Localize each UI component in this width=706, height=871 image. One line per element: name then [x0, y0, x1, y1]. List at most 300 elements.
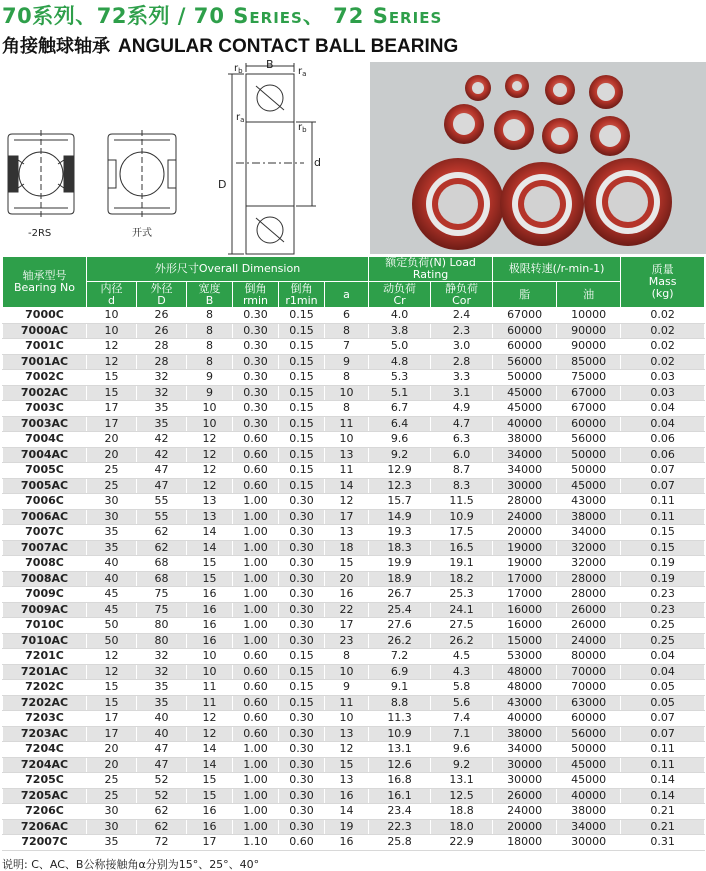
cell-speed-grease: 40000 [493, 416, 557, 432]
cell-width: 12 [187, 726, 233, 742]
cell-mass: 0.07 [621, 463, 705, 479]
cell-outer-diameter: 72 [137, 835, 187, 851]
cell-dynamic-load: 5.3 [369, 370, 431, 386]
cell-a: 6 [325, 308, 369, 324]
cell-chamfer-r1: 0.30 [279, 587, 325, 603]
cell-mass: 0.19 [621, 556, 705, 572]
cell-a: 20 [325, 571, 369, 587]
cell-speed-oil: 75000 [557, 370, 621, 386]
cell-width: 15 [187, 773, 233, 789]
cell-chamfer-r: 0.30 [233, 401, 279, 417]
cell-mass: 0.03 [621, 370, 705, 386]
table-header-row-1 [3, 257, 705, 282]
cell-width: 10 [187, 649, 233, 665]
cell-chamfer-r1: 0.30 [279, 788, 325, 804]
cell-static-load: 2.8 [431, 354, 493, 370]
cell-dynamic-load: 7.2 [369, 649, 431, 665]
cell-bore: 20 [87, 757, 137, 773]
cell-a: 13 [325, 726, 369, 742]
header-chamfer-r1: 倒角 r1min [279, 282, 325, 308]
cell-bore: 15 [87, 680, 137, 696]
table-row [3, 339, 705, 355]
dimension-drawing [228, 63, 316, 254]
cell-model: 7206C [3, 804, 87, 820]
cell-model: 7202C [3, 680, 87, 696]
cell-mass: 0.11 [621, 509, 705, 525]
cell-chamfer-r: 1.00 [233, 587, 279, 603]
cell-outer-diameter: 75 [137, 602, 187, 618]
cell-chamfer-r: 0.30 [233, 385, 279, 401]
cell-outer-diameter: 62 [137, 540, 187, 556]
rb-top-label: $r_b$ [234, 63, 243, 75]
cell-speed-oil: 45000 [557, 757, 621, 773]
cell-chamfer-r1: 0.30 [279, 556, 325, 572]
cell-chamfer-r: 1.00 [233, 540, 279, 556]
cell-mass: 0.25 [621, 633, 705, 649]
cell-speed-grease: 24000 [493, 804, 557, 820]
cell-speed-grease: 40000 [493, 711, 557, 727]
cell-a: 18 [325, 540, 369, 556]
cell-mass: 0.23 [621, 602, 705, 618]
open-section-drawing [108, 130, 176, 218]
cell-bore: 30 [87, 509, 137, 525]
cell-static-load: 22.9 [431, 835, 493, 851]
cell-bore: 40 [87, 556, 137, 572]
cell-chamfer-r: 0.30 [233, 339, 279, 355]
cell-mass: 0.02 [621, 339, 705, 355]
cell-width: 13 [187, 509, 233, 525]
cell-a: 10 [325, 432, 369, 448]
cell-speed-oil: 28000 [557, 587, 621, 603]
cell-speed-grease: 38000 [493, 726, 557, 742]
cell-bore: 40 [87, 571, 137, 587]
cell-mass: 0.02 [621, 323, 705, 339]
cell-mass: 0.04 [621, 416, 705, 432]
cell-chamfer-r1: 0.30 [279, 618, 325, 634]
cell-width: 14 [187, 525, 233, 541]
cell-chamfer-r1: 0.30 [279, 726, 325, 742]
cell-mass: 0.23 [621, 587, 705, 603]
cell-bore: 45 [87, 587, 137, 603]
cell-speed-oil: 50000 [557, 742, 621, 758]
cell-bore: 35 [87, 835, 137, 851]
cell-speed-grease: 30000 [493, 478, 557, 494]
cell-chamfer-r: 0.60 [233, 447, 279, 463]
cell-model: 7005AC [3, 478, 87, 494]
cell-bore: 20 [87, 447, 137, 463]
cell-outer-diameter: 32 [137, 664, 187, 680]
cell-model: 7205C [3, 773, 87, 789]
footnote: 说明: C、AC、B公称接触角α分别为15°、25°、40° [2, 858, 260, 871]
cell-model: 7008AC [3, 571, 87, 587]
cell-speed-oil: 43000 [557, 494, 621, 510]
cell-chamfer-r: 1.00 [233, 804, 279, 820]
table-row [3, 711, 705, 727]
cell-dynamic-load: 6.7 [369, 401, 431, 417]
cell-chamfer-r1: 0.15 [279, 308, 325, 324]
cell-bore: 25 [87, 478, 137, 494]
cell-speed-oil: 56000 [557, 726, 621, 742]
cell-chamfer-r1: 0.15 [279, 323, 325, 339]
cell-speed-grease: 34000 [493, 463, 557, 479]
header-static-load: 静负荷 Cor [431, 282, 493, 308]
cell-chamfer-r: 1.10 [233, 835, 279, 851]
table-row [3, 463, 705, 479]
cell-dynamic-load: 25.4 [369, 602, 431, 618]
cell-static-load: 11.5 [431, 494, 493, 510]
cell-speed-grease: 24000 [493, 509, 557, 525]
cell-speed-oil: 30000 [557, 835, 621, 851]
cell-bore: 25 [87, 788, 137, 804]
cell-model: 7004AC [3, 447, 87, 463]
cell-a: 8 [325, 649, 369, 665]
cell-chamfer-r1: 0.30 [279, 742, 325, 758]
cell-bore: 15 [87, 370, 137, 386]
cell-speed-grease: 30000 [493, 773, 557, 789]
cell-speed-grease: 45000 [493, 401, 557, 417]
cell-outer-diameter: 32 [137, 370, 187, 386]
cell-chamfer-r1: 0.15 [279, 649, 325, 665]
cell-a: 19 [325, 819, 369, 835]
cell-a: 16 [325, 587, 369, 603]
cell-mass: 0.06 [621, 432, 705, 448]
cell-speed-oil: 70000 [557, 680, 621, 696]
table-row [3, 773, 705, 789]
header-bore: 内径 d [87, 282, 137, 308]
cell-bore: 17 [87, 726, 137, 742]
cell-a: 10 [325, 385, 369, 401]
cell-chamfer-r1: 0.15 [279, 432, 325, 448]
cell-width: 12 [187, 432, 233, 448]
cell-bore: 45 [87, 602, 137, 618]
cell-chamfer-r: 1.00 [233, 556, 279, 572]
cell-outer-diameter: 28 [137, 354, 187, 370]
cell-dynamic-load: 12.6 [369, 757, 431, 773]
cell-model: 7003C [3, 401, 87, 417]
bearing-diagrams [0, 60, 368, 256]
cell-a: 14 [325, 478, 369, 494]
table-row [3, 525, 705, 541]
cell-dynamic-load: 12.9 [369, 463, 431, 479]
cell-bore: 10 [87, 323, 137, 339]
cell-chamfer-r: 1.00 [233, 773, 279, 789]
cell-speed-oil: 80000 [557, 649, 621, 665]
cell-static-load: 18.8 [431, 804, 493, 820]
cell-mass: 0.05 [621, 680, 705, 696]
cell-speed-grease: 48000 [493, 680, 557, 696]
cell-a: 12 [325, 494, 369, 510]
cell-outer-diameter: 47 [137, 742, 187, 758]
cell-width: 16 [187, 819, 233, 835]
cell-model: 7203AC [3, 726, 87, 742]
cell-speed-oil: 32000 [557, 540, 621, 556]
cell-chamfer-r1: 0.30 [279, 509, 325, 525]
cell-speed-oil: 67000 [557, 401, 621, 417]
cell-speed-grease: 50000 [493, 370, 557, 386]
cell-a: 8 [325, 323, 369, 339]
table-row [3, 494, 705, 510]
cell-a: 11 [325, 695, 369, 711]
cell-static-load: 27.5 [431, 618, 493, 634]
dim-outer-d-label: D [218, 178, 227, 191]
table-row [3, 571, 705, 587]
cell-static-load: 12.5 [431, 788, 493, 804]
cell-model: 7206AC [3, 819, 87, 835]
cell-chamfer-r1: 0.15 [279, 463, 325, 479]
cell-model: 7004C [3, 432, 87, 448]
table-row [3, 819, 705, 835]
cell-chamfer-r: 0.60 [233, 664, 279, 680]
cell-speed-oil: 50000 [557, 447, 621, 463]
table-row [3, 618, 705, 634]
table-row [3, 602, 705, 618]
cell-dynamic-load: 9.6 [369, 432, 431, 448]
cell-speed-grease: 16000 [493, 618, 557, 634]
product-photo [370, 62, 706, 254]
cell-bore: 50 [87, 633, 137, 649]
bearing-drawing [0, 60, 368, 256]
page-subtitle [2, 32, 458, 60]
cell-chamfer-r1: 0.15 [279, 478, 325, 494]
cell-chamfer-r: 1.00 [233, 788, 279, 804]
cell-speed-oil: 45000 [557, 478, 621, 494]
rb-mid-label: $r_b$ [298, 122, 307, 134]
cell-chamfer-r: 1.00 [233, 494, 279, 510]
cell-chamfer-r1: 0.30 [279, 571, 325, 587]
title-slash: / [169, 4, 194, 28]
cell-chamfer-r1: 0.15 [279, 664, 325, 680]
header-overall-dimension: 外形尺寸Overall Dimension [87, 257, 369, 282]
cell-a: 8 [325, 401, 369, 417]
cell-static-load: 3.1 [431, 385, 493, 401]
cell-speed-oil: 50000 [557, 463, 621, 479]
cell-chamfer-r: 0.60 [233, 680, 279, 696]
cell-static-load: 9.6 [431, 742, 493, 758]
cell-width: 12 [187, 463, 233, 479]
cell-a: 23 [325, 633, 369, 649]
cell-bore: 30 [87, 819, 137, 835]
cell-static-load: 7.4 [431, 711, 493, 727]
spec-table-body [3, 308, 705, 851]
cell-dynamic-load: 13.1 [369, 742, 431, 758]
subtitle-cn: 角接触球轴承 [2, 36, 110, 57]
table-row [3, 804, 705, 820]
cell-chamfer-r: 0.60 [233, 463, 279, 479]
table-row [3, 587, 705, 603]
cell-model: 7202AC [3, 695, 87, 711]
cell-speed-grease: 67000 [493, 308, 557, 324]
cell-model: 7000AC [3, 323, 87, 339]
cell-chamfer-r1: 0.30 [279, 804, 325, 820]
label-open: 开式 [132, 228, 152, 239]
cell-bore: 15 [87, 695, 137, 711]
cell-dynamic-load: 18.9 [369, 571, 431, 587]
cell-chamfer-r1: 0.30 [279, 757, 325, 773]
cell-dynamic-load: 5.0 [369, 339, 431, 355]
cell-width: 12 [187, 447, 233, 463]
cell-width: 16 [187, 618, 233, 634]
cell-chamfer-r1: 0.60 [279, 835, 325, 851]
cell-mass: 0.15 [621, 525, 705, 541]
cell-static-load: 25.3 [431, 587, 493, 603]
cell-outer-diameter: 42 [137, 432, 187, 448]
cell-speed-oil: 56000 [557, 432, 621, 448]
cell-a: 10 [325, 664, 369, 680]
cell-mass: 0.04 [621, 401, 705, 417]
cell-static-load: 8.7 [431, 463, 493, 479]
cell-speed-oil: 40000 [557, 788, 621, 804]
cell-outer-diameter: 35 [137, 680, 187, 696]
cell-a: 13 [325, 447, 369, 463]
cell-width: 11 [187, 695, 233, 711]
cell-dynamic-load: 4.0 [369, 308, 431, 324]
cell-chamfer-r: 0.30 [233, 308, 279, 324]
cell-dynamic-load: 8.8 [369, 695, 431, 711]
cell-chamfer-r: 0.60 [233, 711, 279, 727]
cell-width: 17 [187, 835, 233, 851]
cell-speed-grease: 15000 [493, 633, 557, 649]
spec-table [2, 256, 705, 851]
header-width: 宽度 B [187, 282, 233, 308]
cell-chamfer-r: 1.00 [233, 633, 279, 649]
cell-speed-oil: 32000 [557, 556, 621, 572]
cell-chamfer-r1: 0.15 [279, 339, 325, 355]
cell-a: 15 [325, 556, 369, 572]
cell-a: 13 [325, 773, 369, 789]
cell-static-load: 18.2 [431, 571, 493, 587]
cell-outer-diameter: 47 [137, 757, 187, 773]
cell-bore: 20 [87, 432, 137, 448]
cell-speed-grease: 43000 [493, 695, 557, 711]
cell-width: 15 [187, 788, 233, 804]
cell-model: 7007AC [3, 540, 87, 556]
cell-static-load: 3.0 [431, 339, 493, 355]
cell-model: 7204AC [3, 757, 87, 773]
cell-static-load: 4.9 [431, 401, 493, 417]
table-row [3, 835, 705, 851]
cell-chamfer-r1: 0.30 [279, 773, 325, 789]
table-row [3, 695, 705, 711]
cell-static-load: 6.3 [431, 432, 493, 448]
label-2rs: -2RS [28, 228, 52, 239]
cell-speed-grease: 34000 [493, 447, 557, 463]
header-bearing-no: 轴承型号 Bearing No [3, 257, 87, 308]
cell-model: 7201C [3, 649, 87, 665]
cell-speed-grease: 19000 [493, 540, 557, 556]
header-chamfer-r: 倒角 rmin [233, 282, 279, 308]
cell-speed-grease: 17000 [493, 571, 557, 587]
cell-width: 8 [187, 354, 233, 370]
table-row [3, 556, 705, 572]
cell-bore: 15 [87, 385, 137, 401]
cell-outer-diameter: 35 [137, 401, 187, 417]
cell-chamfer-r: 1.00 [233, 602, 279, 618]
subtitle-en: ANGULAR CONTACT BALL BEARING [118, 36, 459, 57]
cell-outer-diameter: 26 [137, 308, 187, 324]
cell-static-load: 26.2 [431, 633, 493, 649]
cell-speed-grease: 60000 [493, 323, 557, 339]
cell-mass: 0.15 [621, 540, 705, 556]
bearings-illustration [370, 62, 706, 254]
cell-speed-grease: 16000 [493, 602, 557, 618]
table-row [3, 401, 705, 417]
cell-dynamic-load: 6.9 [369, 664, 431, 680]
cell-mass: 0.25 [621, 618, 705, 634]
cell-mass: 0.21 [621, 804, 705, 820]
cell-dynamic-load: 15.7 [369, 494, 431, 510]
cell-static-load: 9.2 [431, 757, 493, 773]
cell-outer-diameter: 80 [137, 618, 187, 634]
cell-a: 22 [325, 602, 369, 618]
cell-outer-diameter: 42 [137, 447, 187, 463]
cell-static-load: 4.5 [431, 649, 493, 665]
cell-speed-grease: 20000 [493, 525, 557, 541]
cell-width: 13 [187, 494, 233, 510]
table-row [3, 726, 705, 742]
dim-b-label: B [266, 60, 274, 71]
cell-chamfer-r: 1.00 [233, 509, 279, 525]
cell-dynamic-load: 4.8 [369, 354, 431, 370]
cell-width: 16 [187, 602, 233, 618]
cell-a: 14 [325, 804, 369, 820]
cell-speed-grease: 28000 [493, 494, 557, 510]
cell-model: 7007C [3, 525, 87, 541]
cell-speed-oil: 24000 [557, 633, 621, 649]
table-header-row-2 [3, 282, 705, 308]
cell-a: 13 [325, 525, 369, 541]
cell-chamfer-r: 0.60 [233, 695, 279, 711]
cell-chamfer-r1: 0.30 [279, 633, 325, 649]
cell-model: 7205AC [3, 788, 87, 804]
cell-speed-oil: 38000 [557, 509, 621, 525]
ra-top-label: $r_a$ [298, 66, 307, 78]
cell-a: 7 [325, 339, 369, 355]
title-series-70: 70 Series、 [193, 4, 325, 28]
cell-a: 8 [325, 370, 369, 386]
cell-mass: 0.05 [621, 695, 705, 711]
cell-outer-diameter: 28 [137, 339, 187, 355]
cell-mass: 0.02 [621, 308, 705, 324]
cell-static-load: 13.1 [431, 773, 493, 789]
table-row [3, 540, 705, 556]
cell-width: 11 [187, 680, 233, 696]
cell-dynamic-load: 26.2 [369, 633, 431, 649]
cell-model: 7009C [3, 587, 87, 603]
cell-model: 7008C [3, 556, 87, 572]
cell-outer-diameter: 55 [137, 509, 187, 525]
cell-width: 10 [187, 416, 233, 432]
cell-a: 11 [325, 463, 369, 479]
cell-outer-diameter: 80 [137, 633, 187, 649]
cell-speed-grease: 53000 [493, 649, 557, 665]
cell-speed-oil: 28000 [557, 571, 621, 587]
cell-speed-grease: 45000 [493, 385, 557, 401]
cell-outer-diameter: 52 [137, 788, 187, 804]
cell-mass: 0.21 [621, 819, 705, 835]
table-row [3, 354, 705, 370]
cell-dynamic-load: 9.2 [369, 447, 431, 463]
cell-model: 7204C [3, 742, 87, 758]
cell-mass: 0.11 [621, 494, 705, 510]
cell-chamfer-r: 0.30 [233, 416, 279, 432]
cell-speed-grease: 60000 [493, 339, 557, 355]
cell-mass: 0.11 [621, 742, 705, 758]
cell-speed-oil: 63000 [557, 695, 621, 711]
header-grease: 脂 [493, 282, 557, 308]
table-row [3, 385, 705, 401]
cell-outer-diameter: 32 [137, 385, 187, 401]
cell-width: 16 [187, 804, 233, 820]
